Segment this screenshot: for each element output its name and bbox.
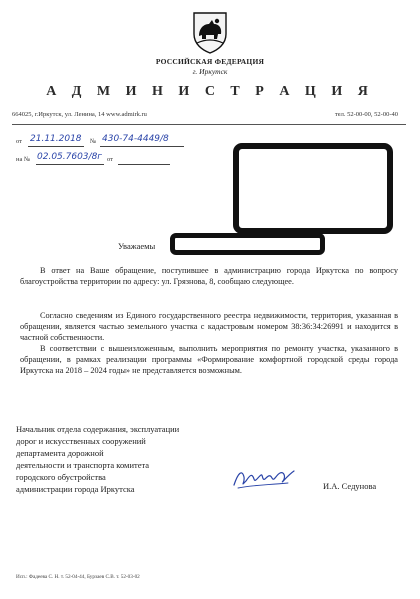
organization-phones: тел. 52-00-00, 52-00-40 — [334, 111, 398, 118]
reference-date-underline — [118, 164, 170, 165]
signer-position-line: городского обустройства — [16, 472, 106, 482]
coat-of-arms-emblem — [190, 10, 230, 54]
reference-underline — [36, 164, 104, 165]
number-underline — [100, 146, 184, 147]
organization-title: А Д М И Н И С Т Р А Ц И Я — [46, 84, 374, 99]
signer-name: И.А. Седунова — [323, 481, 377, 491]
redacted-addressee-block — [233, 143, 393, 234]
signer-position-line: администрации города Иркутска — [16, 484, 135, 494]
salutation: Уважаемы — [118, 241, 156, 251]
signer-position-line: Начальник отдела содержания, эксплуатации — [16, 424, 180, 434]
signer-position — [16, 423, 216, 495]
handwritten-number: 430-74-4449/8 — [102, 134, 169, 144]
organization-address: 664025, г.Иркутск, ул. Ленина, 14 www.admirk.ru — [12, 111, 147, 118]
redacted-name — [170, 233, 325, 255]
handwritten-signature — [228, 463, 300, 493]
header-divider — [12, 124, 406, 125]
handwritten-reference: 02.05.7603/8г — [37, 152, 103, 162]
handwritten-date: 21.11.2018 — [30, 134, 82, 144]
date-underline — [28, 146, 84, 147]
body-paragraph-1: В ответ на Ваше обращение, поступившее в администрацию города Иркутска по вопросу благоустройства территории по адресу: ул. Грязнова, 8, сообщаю следующее. — [20, 266, 398, 286]
country-name: РОССИЙСКАЯ ФЕДЕРАЦИЯ — [155, 57, 265, 66]
reference-from-label: от — [107, 156, 114, 163]
date-label: от — [16, 138, 23, 145]
body-paragraph-2: Согласно сведениям из Единого государственного реестра недвижимости, территория, указанная в обращении, является частью земельного участка с кадастровым номером 38:36:34:26991 и находится в частной собственности. — [20, 311, 398, 342]
body-paragraph-3: В соответствии с вышеизложенным, выполнить мероприятия по ремонту участка, указанного в обращении, в рамках реализации программы «Формирование комфортной городской среды города Иркутска на 2018 – 2024 годы» не представляется возможным. — [20, 344, 398, 375]
city-name: г. Иркутск — [192, 67, 228, 76]
executor-contacts: Исп.: Фадеева С. Н. т. 52-04-44, Бурзаев С.В. т. 52-03-02 — [16, 574, 140, 580]
reference-label: на № — [16, 156, 31, 163]
signer-position-line: дорог и искусственных сооружений — [16, 436, 146, 446]
number-label: № — [90, 138, 97, 145]
signer-position-line: деятельности и транспорта комитета — [16, 460, 150, 470]
signer-position-line: департамента дорожной — [16, 448, 104, 458]
